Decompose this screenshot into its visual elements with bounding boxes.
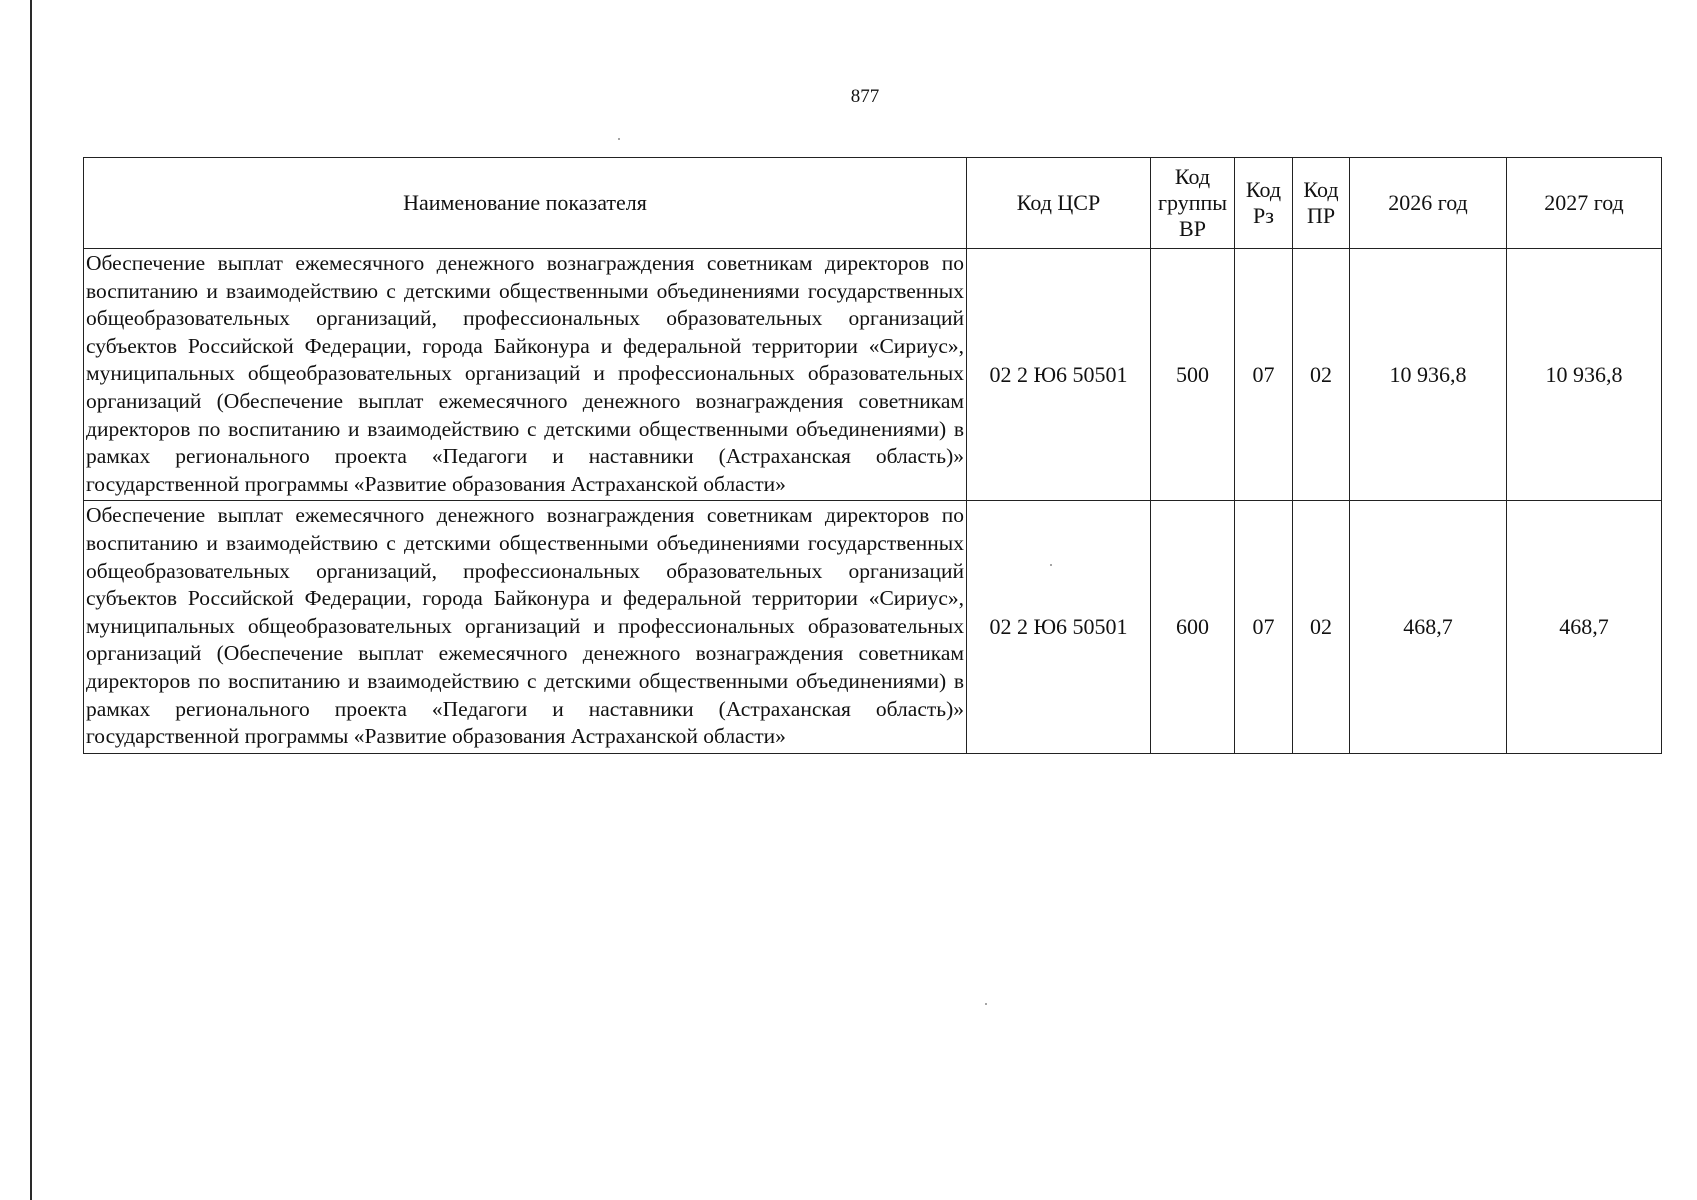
- row-vr: 500: [1151, 249, 1235, 501]
- row-csr: 02 2 Ю6 50501: [967, 249, 1151, 501]
- table-header-row: [84, 158, 1662, 249]
- budget-table: [83, 157, 1662, 754]
- table-row: [84, 249, 1662, 501]
- header-csr: Код ЦСР: [967, 158, 1151, 249]
- row-rz: 07: [1235, 249, 1293, 501]
- row-rz: 07: [1235, 501, 1293, 753]
- header-2027: 2027 год: [1507, 158, 1662, 249]
- header-name: Наименование показателя: [84, 158, 967, 249]
- header-2026: 2026 год: [1350, 158, 1507, 249]
- scan-edge-line: [30, 0, 32, 1200]
- header-rz: Код Рз: [1235, 158, 1293, 249]
- row-pr: 02: [1293, 501, 1350, 753]
- row-2027: 10 936,8: [1507, 249, 1662, 501]
- page-number: 877: [850, 86, 880, 107]
- row-2027: 468,7: [1507, 501, 1662, 753]
- row-pr: 02: [1293, 249, 1350, 501]
- row-2026: 10 936,8: [1350, 249, 1507, 501]
- row-name: Обеспечение выплат ежемесячного денежного вознаграждения советникам директоров по воспитанию и взаимодействию с детскими общественными объединениями государственных общеобразовательных организаций, профессиональных образовательных организаций субъектов Российской Федерации, города Байконура и федеральной территории «Сириус», муниципальных общеобразовательных организаций и профессиональных образовательных организаций (Обеспечение выплат ежемесячного денежного вознаграждения советникам директоров по воспитанию и взаимодействию с детскими общественными объединениями) в рамках регионального проекта «Педагоги и наставники (Астраханская область)» государственной программы «Развитие образования Астраханской области»: [84, 501, 967, 753]
- scan-speck: [985, 1003, 987, 1005]
- header-pr: Код ПР: [1293, 158, 1350, 249]
- row-csr: 02 2 Ю6 50501: [967, 501, 1151, 753]
- row-2026: 468,7: [1350, 501, 1507, 753]
- scan-speck: [618, 138, 620, 140]
- row-name: Обеспечение выплат ежемесячного денежного вознаграждения советникам директоров по воспитанию и взаимодействию с детскими общественными объединениями государственных общеобразовательных организаций, профессиональных образовательных организаций субъектов Российской Федерации, города Байконура и федеральной территории «Сириус», муниципальных общеобразовательных организаций и профессиональных образовательных организаций (Обеспечение выплат ежемесячного денежного вознаграждения советникам директоров по воспитанию и взаимодействию с детскими общественными объединениями) в рамках регионального проекта «Педагоги и наставники (Астраханская область)» государственной программы «Развитие образования Астраханской области»: [84, 249, 967, 501]
- header-vr: Код группы ВР: [1151, 158, 1235, 249]
- table-row: [84, 501, 1662, 753]
- row-vr: 600: [1151, 501, 1235, 753]
